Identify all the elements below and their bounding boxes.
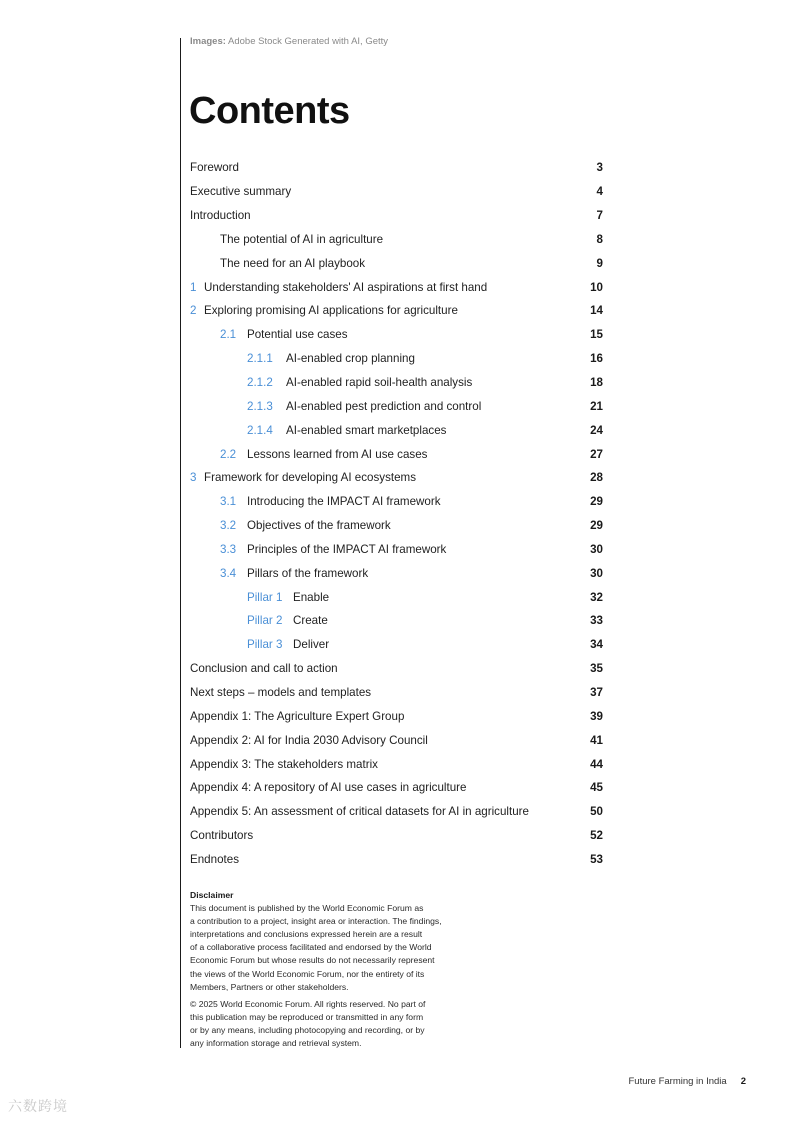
toc-entry-text: Understanding stakeholders' AI aspirations at first hand — [204, 280, 488, 294]
disclaimer-line: Members, Partners or other stakeholders. — [190, 981, 349, 992]
toc-page-number: 32 — [590, 590, 603, 604]
toc-entry[interactable] — [190, 156, 603, 180]
toc-entry-text: Deliver — [293, 638, 330, 652]
toc-page-number: 52 — [590, 829, 603, 843]
disclaimer-line: the views of the World Economic Forum, nor the entirety of its — [190, 968, 425, 979]
toc-page-number: 3 — [596, 161, 603, 175]
page-title: Contents — [189, 90, 350, 132]
toc-page-number: 30 — [590, 566, 603, 580]
toc-number: 3.1 — [220, 495, 237, 509]
toc-number: 2.1.2 — [247, 376, 273, 390]
credits-label: Images: — [190, 36, 226, 47]
toc-section-3[interactable] — [190, 466, 603, 490]
footer-page-number: 2 — [740, 1076, 746, 1087]
toc-entry-text: Appendix 4: A repository of AI use cases in agriculture — [190, 781, 467, 795]
toc-entry[interactable] — [190, 657, 603, 681]
toc-entry-text: Executive summary — [190, 185, 292, 199]
disclaimer — [190, 889, 490, 1050]
toc-entry-text: Create — [293, 614, 328, 628]
toc-number: Pillar 1 — [247, 590, 283, 604]
toc-subsubsection[interactable] — [190, 394, 603, 418]
toc-entry-text: Contributors — [190, 829, 254, 843]
toc-entry[interactable] — [190, 847, 603, 871]
toc-entry-text: AI-enabled crop planning — [286, 352, 415, 366]
toc-number: 2.1.3 — [247, 399, 273, 413]
toc-entry[interactable] — [190, 800, 603, 824]
toc-page-number: 15 — [590, 328, 603, 342]
toc-entry[interactable] — [190, 752, 603, 776]
toc-page-number: 28 — [590, 471, 603, 485]
toc-section-2[interactable] — [190, 299, 603, 323]
toc-page-number: 4 — [596, 185, 603, 199]
toc-number: 2 — [190, 304, 197, 318]
toc-pillar[interactable] — [190, 609, 603, 633]
toc-number: 2.2 — [220, 447, 237, 461]
toc-page-number: 27 — [590, 447, 603, 461]
toc-page-number: 29 — [590, 495, 603, 509]
disclaimer-line: of a collaborative process facilitated and endorsed by the World — [190, 942, 432, 953]
toc-number: 1 — [190, 280, 197, 294]
toc-entry-text: AI-enabled rapid soil-health analysis — [286, 376, 473, 390]
toc-entry[interactable] — [190, 776, 603, 800]
toc-entry[interactable] — [190, 251, 603, 275]
vertical-rule — [180, 38, 181, 1048]
disclaimer-line: a contribution to a project, insight area or interaction. The findings, — [190, 916, 442, 927]
toc-entry[interactable] — [190, 704, 603, 728]
toc-entry-text: Potential use cases — [247, 328, 348, 342]
toc-entry-text: Lessons learned from AI use cases — [247, 447, 428, 461]
footer-title: Future Farming in India — [628, 1076, 727, 1087]
copyright-paragraph — [190, 998, 490, 1050]
toc-entry-text: Introducing the IMPACT AI framework — [247, 495, 441, 509]
toc-page-number: 33 — [590, 614, 603, 628]
toc-entry-text: AI-enabled smart marketplaces — [286, 423, 447, 437]
copyright-line: © 2025 World Economic Forum. All rights reserved. No part of — [190, 998, 426, 1009]
toc-page-number: 21 — [590, 399, 603, 413]
toc-entry-text: Principles of the IMPACT AI framework — [247, 542, 447, 556]
toc-entry-text: The potential of AI in agriculture — [220, 232, 384, 246]
toc-entry-text: Pillars of the framework — [247, 566, 369, 580]
image-credits — [190, 36, 388, 47]
toc-entry-text: Enable — [293, 590, 330, 604]
toc-page-number: 44 — [590, 757, 603, 771]
toc-entry-text: Conclusion and call to action — [190, 662, 338, 676]
toc-number: 3.4 — [220, 566, 237, 580]
toc-subsection[interactable] — [190, 514, 603, 538]
copyright-line: this publication may be reproduced or transmitted in any form — [190, 1011, 424, 1022]
disclaimer-line: This document is published by the World Economic Forum as — [190, 903, 424, 914]
toc-entry-text: AI-enabled pest prediction and control — [286, 399, 482, 413]
toc-entry[interactable] — [190, 681, 603, 705]
toc-number: Pillar 2 — [247, 614, 283, 628]
toc-subsection[interactable] — [190, 561, 603, 585]
toc-pillar[interactable] — [190, 633, 603, 657]
toc-entry-text: Foreword — [190, 161, 239, 175]
toc-subsubsection[interactable] — [190, 371, 603, 395]
toc-number: 2.1 — [220, 328, 237, 342]
toc-entry[interactable] — [190, 728, 603, 752]
toc-number: 3 — [190, 471, 197, 485]
toc-number: 2.1.4 — [247, 423, 273, 437]
toc-page-number: 10 — [590, 280, 603, 294]
toc-subsubsection[interactable] — [190, 418, 603, 442]
toc-subsubsection[interactable] — [190, 347, 603, 371]
toc-number: 2.1.1 — [247, 352, 273, 366]
toc-subsection[interactable] — [190, 323, 603, 347]
toc-page-number: 50 — [590, 805, 603, 819]
toc-section-1[interactable] — [190, 275, 603, 299]
toc-entry-text: Objectives of the framework — [247, 519, 391, 533]
toc-entry-text: Exploring promising AI applications for agriculture — [204, 304, 458, 318]
page-footer — [0, 1076, 746, 1087]
toc-subsection[interactable] — [190, 442, 603, 466]
toc-entry[interactable] — [190, 204, 603, 228]
toc-page-number: 24 — [590, 423, 603, 437]
toc-page-number: 16 — [590, 352, 603, 366]
toc-page-number: 18 — [590, 376, 603, 390]
toc-page-number: 45 — [590, 781, 603, 795]
toc-entry-text: Appendix 5: An assessment of critical datasets for AI in agriculture — [190, 805, 529, 819]
toc-entry[interactable] — [190, 228, 603, 252]
toc-page-number: 14 — [590, 304, 603, 318]
table-of-contents — [190, 156, 603, 871]
toc-entry-text: Introduction — [190, 209, 251, 223]
toc-subsection[interactable] — [190, 490, 603, 514]
copyright-line: or by any means, including photocopying and recording, or by — [190, 1024, 425, 1035]
toc-page-number: 53 — [590, 852, 603, 866]
toc-page-number: 41 — [590, 733, 603, 747]
copyright-line: any information storage and retrieval system. — [190, 1038, 362, 1049]
toc-page-number: 29 — [590, 519, 603, 533]
toc-page-number: 30 — [590, 542, 603, 556]
toc-entry-text: Appendix 3: The stakeholders matrix — [190, 757, 378, 771]
disclaimer-line: Economic Forum but whose results do not necessarily represent — [190, 955, 435, 966]
toc-number: 3.3 — [220, 542, 237, 556]
toc-page-number: 35 — [590, 662, 603, 676]
toc-page-number: 8 — [596, 232, 603, 246]
toc-entry-text: Next steps – models and templates — [190, 685, 372, 699]
toc-page-number: 37 — [590, 685, 603, 699]
toc-page-number: 7 — [596, 209, 603, 223]
disclaimer-line: interpretations and conclusions expressed herein are a result — [190, 929, 423, 940]
toc-subsection[interactable] — [190, 538, 603, 562]
toc-pillar[interactable] — [190, 585, 603, 609]
toc-entry-text: Framework for developing AI ecosystems — [204, 471, 416, 485]
toc-page-number: 34 — [590, 638, 603, 652]
toc-page-number: 39 — [590, 709, 603, 723]
toc-entry-text: Appendix 2: AI for India 2030 Advisory Council — [190, 733, 428, 747]
disclaimer-heading: Disclaimer — [190, 890, 234, 900]
toc-entry-text: The need for an AI playbook — [220, 256, 366, 270]
toc-page-number: 9 — [596, 256, 603, 270]
toc-entry-text: Endnotes — [190, 852, 239, 866]
toc-entry[interactable] — [190, 180, 603, 204]
toc-number: 3.2 — [220, 519, 237, 533]
credits-text: Adobe Stock Generated with AI, Getty — [228, 36, 389, 47]
toc-number: Pillar 3 — [247, 638, 283, 652]
disclaimer-paragraph — [190, 902, 490, 994]
toc-entry[interactable] — [190, 824, 603, 848]
toc-entry-text: Appendix 1: The Agriculture Expert Group — [190, 709, 405, 723]
watermark: 六数跨境 — [8, 1098, 68, 1114]
